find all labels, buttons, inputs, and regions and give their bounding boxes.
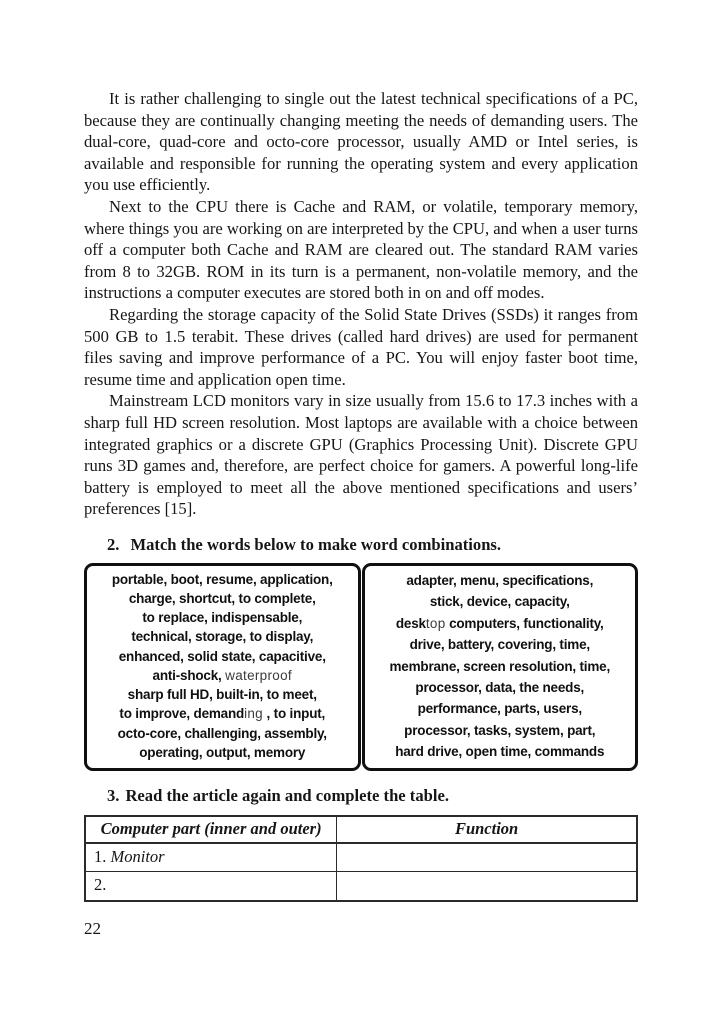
word-segment: anti-shock,	[152, 667, 226, 683]
article	[84, 88, 638, 520]
word-segment: to replace, indispensable,	[142, 610, 303, 626]
exercise3-title: Read the article again and complete the table.	[125, 785, 449, 805]
word-line	[365, 613, 636, 634]
word-segment: adapter, menu, specifications,	[406, 572, 594, 588]
word-line	[87, 685, 358, 704]
header-computer-part: Computer part (inner and outer)	[85, 816, 337, 843]
part-cell	[85, 871, 337, 901]
word-segment: to improve, demand	[119, 706, 245, 722]
word-segment: drive, battery, covering, time,	[409, 637, 590, 653]
part-name: Monitor	[110, 846, 165, 866]
word-line	[365, 698, 636, 719]
exercise3-heading	[107, 786, 638, 806]
word-segment: performance, parts, users,	[417, 701, 582, 717]
word-segment: computers, functionality,	[445, 615, 604, 631]
word-segment: sharp full HD, built-in, to meet,	[127, 687, 317, 703]
table-row	[85, 871, 637, 901]
word-line	[365, 741, 636, 762]
exercise2-heading	[107, 535, 638, 555]
part-number: 2.	[94, 874, 107, 894]
word-segment: charge, shortcut, to complete,	[128, 591, 316, 607]
part-cell	[85, 843, 337, 872]
table-header-row	[85, 816, 637, 843]
word-segment: hard drive, open time, commands	[395, 744, 605, 760]
exercise2-title: Match the words below to make word combinations.	[130, 534, 502, 554]
word-line	[365, 570, 636, 591]
word-line	[87, 647, 358, 666]
word-line	[365, 634, 636, 655]
exercise2-number: 2.	[107, 534, 120, 554]
word-segment: membrane, screen resolution, time,	[389, 658, 611, 674]
header-function: Function	[337, 816, 637, 843]
word-segment: enhanced, solid state, capacitive,	[118, 648, 326, 664]
word-segment: desk	[395, 615, 426, 631]
word-segment: , to input,	[263, 706, 326, 722]
word-segment: processor, tasks, system, part,	[404, 722, 596, 738]
part-number: 1.	[94, 846, 111, 866]
word-line	[87, 743, 358, 762]
article-paragraph: Next to the CPU there is Cache and RAM, or volatile, temporary memory, where things you are working on are interpreted by the CPU, and when a user turns off a computer both Cache and RAM are cleared out. The standard RAM varies from 8 to 32GB. ROM in its turn is a permanent, non-volatile memory, and the instructions a computer executes are stored both in on and off modes.	[84, 196, 638, 303]
word-line	[87, 589, 358, 608]
word-line	[87, 704, 358, 723]
function-cell	[337, 871, 637, 901]
table-row	[85, 843, 637, 872]
word-line	[365, 591, 636, 612]
exercise3-number: 3.	[107, 785, 120, 805]
parts-table-body	[85, 843, 637, 902]
word-line	[87, 724, 358, 743]
word-line	[87, 627, 358, 646]
word-line	[87, 608, 358, 627]
article-paragraph: It is rather challenging to single out the latest technical specifications of a PC, because they are continually changing meeting the needs of demanding users. The dual-core, quad-core and octo-core processor, usually AMD or Intel series, is available and responsible for running the operating system and every application you use efficiently.	[84, 89, 638, 195]
page-number: 22	[84, 919, 101, 939]
word-line	[87, 666, 358, 685]
word-segment: technical, storage, to display,	[131, 629, 314, 645]
word-segment-light: top	[425, 615, 446, 631]
article-paragraph: Regarding the storage capacity of the Solid State Drives (SSDs) it ranges from 500 GB to 1.5 terabit. These drives (called hard drives) are used for permanent files saving and improve performance of a PC. You will enjoy faster boot time, resume time and application open time.	[84, 304, 638, 389]
word-box-left	[84, 563, 361, 771]
word-segment: processor, data, the needs,	[415, 679, 585, 695]
word-line	[365, 677, 636, 698]
article-paragraph: Mainstream LCD monitors vary in size usually from 15.6 to 17.3 inches with a sharp full HD screen resolution. Most laptops are available with a choice between integrated graphics or a discrete GPU (Graphics Processing Unit). Discrete GPU runs 3D games and, therefore, are perfect choice for gamers. A powerful long-life battery is employed to meet all the above mentioned specifications and users’ preferences [15].	[84, 391, 638, 519]
word-line	[365, 656, 636, 677]
word-segment: stick, device, capacity,	[429, 594, 570, 610]
word-segment: octo-core, challenging, assembly,	[117, 725, 327, 741]
word-segment: portable, boot, resume, application,	[111, 571, 333, 587]
word-segment-light: waterproof	[225, 667, 292, 683]
function-cell	[337, 843, 637, 872]
word-segment: operating, output, memory	[139, 744, 306, 760]
parts-table	[84, 815, 638, 903]
word-line	[365, 720, 636, 741]
word-box-right	[362, 563, 639, 771]
word-segment-light: ing	[244, 706, 263, 722]
word-boxes	[84, 563, 638, 771]
word-line	[87, 570, 358, 589]
